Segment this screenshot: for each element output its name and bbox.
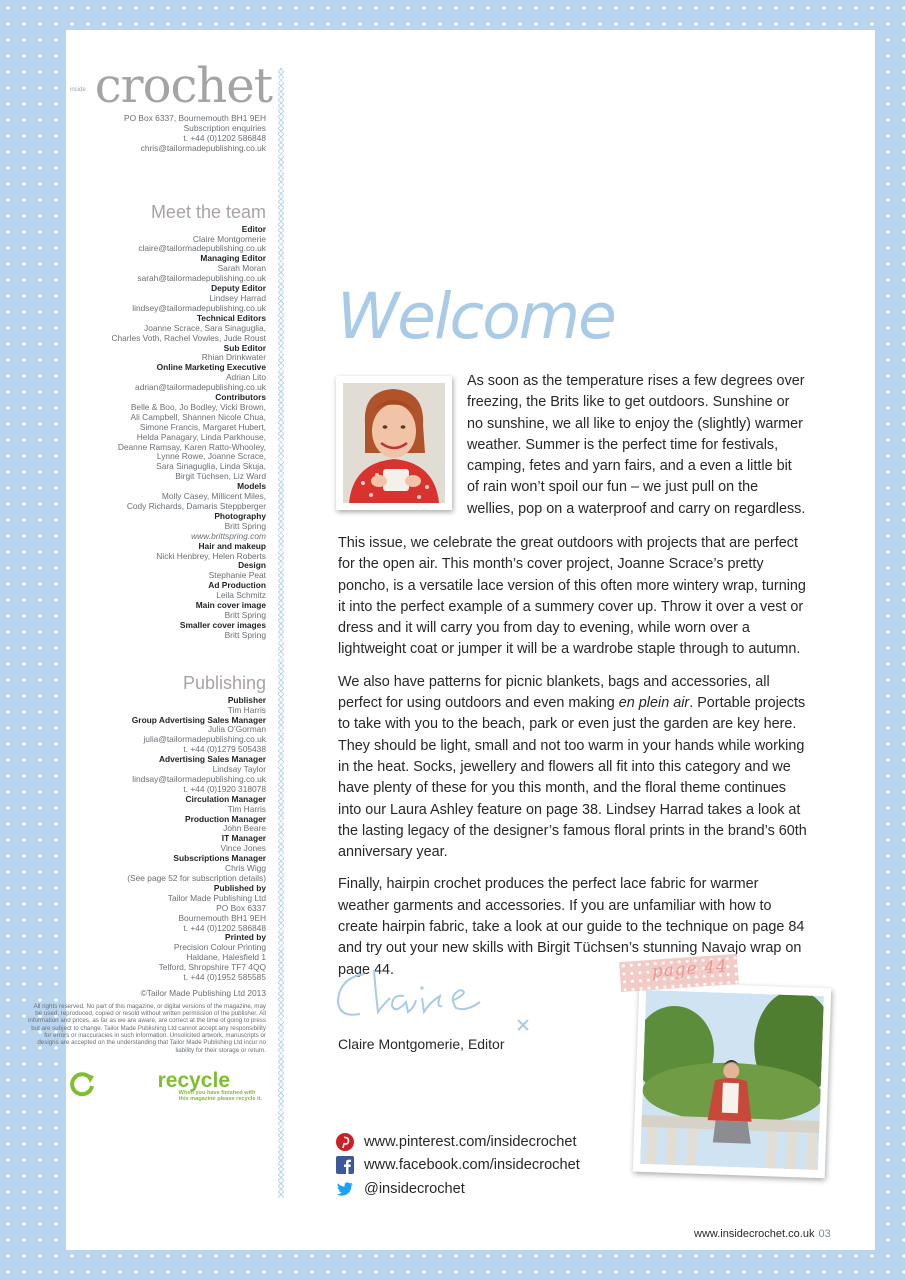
welcome-body (338, 533, 808, 981)
role-title: Deputy Editor (211, 283, 266, 294)
paragraph-text: . Portable projects to take with you to the beach, park or even just the garden are key here. They should be light, small and not too warm in your hands while working in the heat. Socks, jewellery and flowers all fit into this category and we have plenty of these for you this month, and the floral theme continues into our Laura Ashley feature on page 38. Lindsey Harrad takes a look at the lasting legacy of the designer’s famous floral prints in the brand’s 60th anniversary year. (338, 695, 807, 861)
pinterest-url: www.pinterest.com/insidecrochet (364, 1133, 577, 1150)
facebook-url: www.facebook.com/insidecrochet (364, 1157, 580, 1174)
role-title: Publisher (227, 694, 266, 705)
tape-text: page 44 (651, 956, 729, 982)
staff-detail: Sara Sinaguglia, Linda Skuja, (156, 461, 266, 472)
role-title: Hair and makeup (198, 540, 266, 551)
staff-detail: PO Box 6337 (216, 902, 266, 913)
staff-detail: Helda Panagary, Linda Parkhouse, (136, 431, 266, 442)
paragraph-italic: en plein air (618, 695, 690, 712)
welcome-intro: As soon as the temperature rises a few degrees over freezing, the Brits like to get outdoors. Sunshine or no sunshine, we all like to enjoy the (slightly) warmer weather. Summer is the perfect time for festivals, camping, fetes and yarn fairs, and a even a little bit of rain won’t spoil our fun – we just pull on the wellies, pop on a waterproof and carry on regardless. (467, 373, 806, 517)
staff-detail[interactable]: lindsey@tailormadepublishing.co.uk (132, 302, 266, 313)
facebook-icon (336, 1156, 354, 1174)
staff-detail: Stephanie Peat (208, 570, 266, 581)
navajo-wrap-photo (640, 990, 824, 1170)
role-title: Editor (241, 223, 266, 234)
role-title: Technical Editors (196, 312, 266, 323)
recycle-arrow-icon (68, 1070, 96, 1098)
staff-detail: www.brittspring.com (191, 530, 266, 541)
staff-detail: t. +44 (0)1202 586848 (183, 922, 266, 933)
logo-word: crochet (94, 58, 272, 114)
staff-detail: (See page 52 for subscription details) (127, 873, 266, 883)
role-title: Circulation Manager (185, 793, 266, 804)
crochet-logo (26, 58, 272, 114)
staff-detail: Simone Francis, Margaret Hubert, (139, 421, 266, 432)
staff-detail[interactable]: claire@tailormadepublishing.co.uk (138, 243, 266, 254)
pinterest-link[interactable] (336, 1130, 580, 1154)
staff-detail: Birgit Tüchsen, Liz Ward (175, 471, 266, 482)
recycle-caption-line: this magazine please recycle it. (178, 1095, 262, 1102)
address-line: PO Box 6337, Bournemouth BH1 9EH (124, 113, 266, 123)
masthead-column (26, 58, 272, 1102)
page-footer (694, 1228, 831, 1240)
footer-url[interactable]: www.insidecrochet.co.uk (694, 1228, 815, 1240)
editor-photo (343, 383, 445, 503)
twitter-bird-icon (336, 1180, 354, 1198)
legal-notice: All rights reserved. No part of this magazine, or digital versions of the magazine, may be used, reproduced, copied or resold without written permission of the publisher. All information and prices, as far as we are aware, are correct at the time of going to press but are subject to change. Tailor Made Publishing Ltd cannot accept any responsibility for errors or inaccuracies in such information. Unsolicited artwork, manuscripts or designs are accepted on the understanding that Tailor Made Publishing Ltd incur no liability for their storage or return. (28, 1002, 266, 1054)
staff-detail: Nicki Henbrey, Helen Roberts (156, 550, 266, 561)
staff-detail[interactable]: adrian@tailormadepublishing.co.uk (135, 382, 266, 393)
staff-detail: Lindsey Harrad (209, 292, 266, 303)
staff-detail: Deanne Ramsay, Karen Ratto-Whooley, (117, 441, 266, 452)
staff-detail: Vince Jones (220, 843, 266, 854)
editor-signature (330, 956, 540, 1034)
publishing-list (26, 696, 266, 983)
address-block (26, 114, 266, 154)
recycle-logo (26, 1068, 266, 1102)
page-number: 03 (818, 1228, 831, 1240)
staff-detail: Tim Harris (227, 704, 266, 715)
twitter-handle: @insidecrochet (364, 1180, 465, 1197)
staff-detail: t. +44 (0)1920 318078 (183, 783, 266, 794)
role-title: Ad Production (208, 580, 266, 591)
publishing-section (26, 673, 266, 1054)
staff-detail: Britt Spring (224, 520, 266, 531)
staff-detail: Rhian Drinkwater (201, 352, 266, 363)
staff-detail: Lindsay Taylor (212, 764, 266, 775)
column-divider (278, 68, 284, 1198)
address-line: t. +44 (0)1202 586848 (183, 132, 266, 143)
welcome-heading: Welcome (337, 280, 615, 353)
role-title: Design (238, 560, 266, 571)
staff-detail: Cody Richards, Damaris Steppberger (126, 501, 266, 511)
body-paragraph: Finally, hairpin crochet produces the perfect lace fabric for warmer weather garments and accessories. If you are unfamiliar with how to create hairpin fabric, take a look at our guide to the technique on page 84 and try out your new skills with Birgit Tüchsen’s stunning Navajo wrap on page 44. (338, 876, 805, 978)
role-title: Group Advertising Sales Manager (131, 714, 266, 725)
social-links (336, 1130, 580, 1201)
staff-detail: Lynne Rowe, Joanne Scrace, (156, 451, 266, 462)
role-title: Contributors (215, 392, 266, 403)
recycle-word: recycle (157, 1068, 230, 1092)
staff-detail: Haldane, Halesfield 1 (186, 952, 266, 963)
team-list (26, 225, 266, 641)
staff-detail[interactable]: lindsay@tailormadepublishing.co.uk (132, 773, 266, 784)
staff-detail: t. +44 (0)1279 505438 (183, 744, 266, 755)
role-title: Subscriptions Manager (173, 853, 266, 864)
editor-portrait (336, 376, 452, 510)
role-title: Sub Editor (223, 342, 266, 353)
role-title: Production Manager (185, 813, 266, 824)
staff-detail: Molly Casey, Millicent Miles, (161, 491, 266, 502)
staff-detail: Ali Campbell, Shannen Nicole Chua, (130, 411, 266, 422)
staff-detail: Tim Harris (227, 803, 266, 814)
staff-detail: Tailor Made Publishing Ltd (167, 892, 266, 903)
role-title: Printed by (225, 932, 266, 943)
staff-detail: Britt Spring (224, 609, 266, 620)
staff-detail: Leila Schmitz (216, 590, 266, 601)
role-title: Managing Editor (200, 253, 266, 264)
role-title: Smaller cover images (179, 619, 266, 630)
page44-photo-frame (633, 982, 832, 1179)
staff-detail: Sarah Moran (217, 263, 266, 274)
publishing-title: Publishing (182, 672, 266, 693)
staff-detail: Precision Colour Printing (173, 942, 266, 953)
staff-detail: Bournemouth BH1 9EH (178, 912, 266, 923)
team-title: Meet the team (150, 201, 266, 222)
role-title: Published by (213, 882, 266, 893)
address-email[interactable]: chris@tailormadepublishing.co.uk (140, 142, 266, 153)
role-title: Photography (214, 510, 266, 521)
staff-detail[interactable]: sarah@tailormadepublishing.co.uk (137, 273, 266, 284)
address-line: Subscription enquiries (183, 122, 266, 133)
editor-name: Claire Montgomerie, Editor (338, 1036, 505, 1052)
staff-detail: Claire Montgomerie (192, 233, 266, 244)
role-title: Models (237, 481, 266, 492)
staff-detail: Britt Spring (224, 629, 266, 640)
staff-detail: John Beare (223, 823, 266, 834)
twitter-link[interactable] (336, 1177, 580, 1201)
staff-detail: Chris Wigg (225, 863, 266, 874)
team-section (26, 202, 266, 641)
role-title: Main cover image (195, 600, 266, 611)
role-title: Online Marketing Executive (156, 362, 266, 373)
staff-detail: Belle & Boo, Jo Bodley, Vicki Brown, (130, 401, 266, 412)
role-title: Advertising Sales Manager (158, 754, 266, 765)
staff-detail: Telford, Shropshire TF7 4QQ (158, 962, 266, 973)
recycle-caption-line: When you have finished with (178, 1089, 256, 1096)
role-title: IT Manager (221, 833, 266, 844)
staff-detail: t. +44 (0)1952 585585 (183, 972, 266, 983)
body-paragraph: This issue, we celebrate the great outdoors with projects that are perfect for the open air. This month’s cover project, Joanne Scrace’s pretty poncho, is a versatile lace version of this often more wintery wrap, turning it into the perfect example of a summery cover up. Throw it over a vest or dress and it will carry you from day to evening, while worn over a lightweight coat or jumper it will be a wardrobe staple through to autumn. (338, 535, 806, 658)
staff-detail: Adrian Lito (225, 372, 266, 383)
facebook-link[interactable] (336, 1154, 580, 1178)
body-paragraph (338, 672, 808, 864)
staff-detail: Charles Voth, Rachel Vowles, Jude Roust (111, 332, 266, 343)
staff-detail[interactable]: julia@tailormadepublishing.co.uk (143, 734, 266, 745)
logo-prefix: inside (70, 87, 86, 93)
staff-detail: Julia O’Gorman (207, 724, 266, 735)
paragraph-text: We also have patterns for picnic blankets, bags and accessories, all perfect for using outdoors and even making (338, 673, 770, 712)
copyright: ©Tailor Made Publishing Ltd 2013 (140, 987, 266, 998)
recycle-caption (179, 1090, 262, 1102)
staff-detail: Joanne Scrace, Sara Sinaguglia, (144, 322, 266, 333)
pinterest-icon (336, 1133, 354, 1151)
